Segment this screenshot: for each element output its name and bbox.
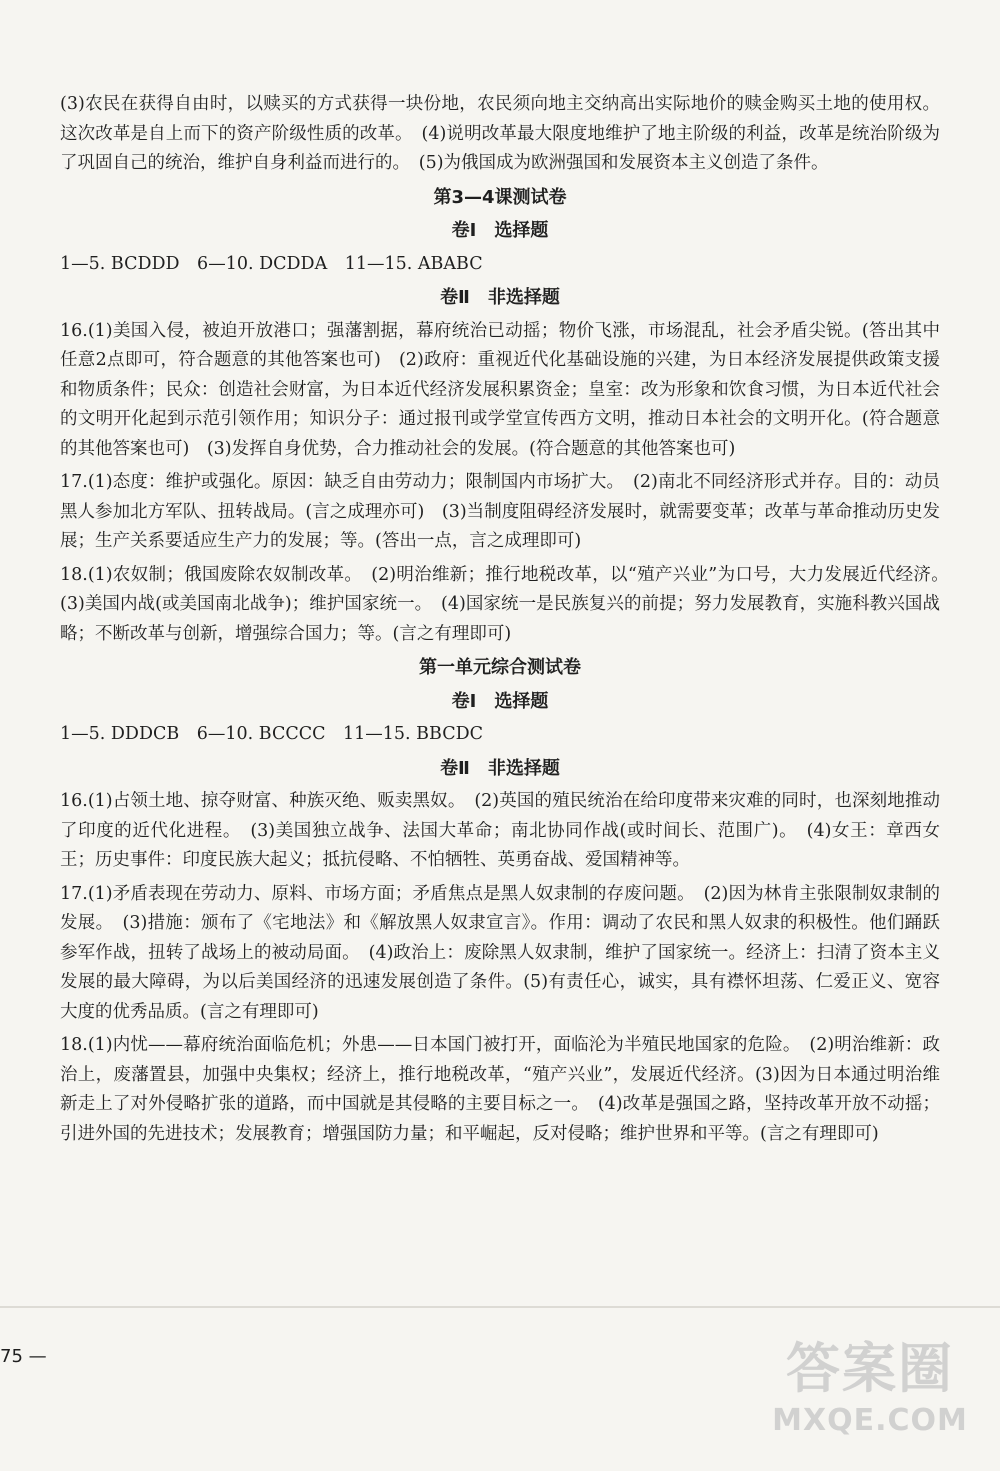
answer-paragraph: 16.(1)美国入侵，被迫开放港口；强藩割据，幕府统治已动摇；物价飞涨，市场混乱，社会矛盾尖锐。(答出其中任意2点即可，符合题意的其他答案也可) (2)政府：重视近代化基础设施的兴建，为日本经济发展提供政策支援和物质条件；民众：创造社会财富，为日本近代经济发展积累资金；皇室：改为形象和饮食习惯，为日本近代社会的文明开化起到示范引领作用；知识分子：通过报刊或学堂宣传西方文明，推动日本社会的文明开化。(符合题意的其他答案也可) (3)发挥自身优势，合力推动社会的发展。(符合题意的其他答案也可) <box>60 320 940 459</box>
answer-paragraph: 18.(1)农奴制；俄国废除农奴制改革。 (2)明治维新；推行地税改革，以“殖产兴业”为口号，大力发展近代经济。 (3)美国内战(或美国南北战争)；维护国家统一。 (4)国家统一是民族复兴的前提；努力发展教育，实施科教兴国战略；不断改革与创新，增强综合国力；等。(言之有理即可) <box>60 564 958 644</box>
watermark-logo-text: 答案圈 <box>786 1337 954 1400</box>
answer-paragraph: 17.(1)矛盾表现在劳动力、原料、市场方面；矛盾焦点是黑人奴隶制的存废问题。 (2)因为林肯主张限制奴隶制的发展。 (3)措施：颁布了《宅地法》和《解放黑人奴隶宣言》。作用：调动了农民和黑人奴隶的积极性。他们踊跃参军作战，扭转了战场上的被动局面。 (4)政治上：废除黑人奴隶制，维护了国家统一。经济上：扫清了资本主义发展的最大障碍，为以后美国经济的迅速发展创造了条件。(5)有责任心，诚实，具有襟怀坦荡、仁爱正义、宽容大度的优秀品质。(言之有理即可) <box>60 883 940 1022</box>
document-body <box>60 90 958 1153</box>
section-heading: 卷Ⅰ 选择题 <box>451 220 549 241</box>
watermark-url-text: MXQE.COM <box>772 1403 968 1438</box>
answer-paragraph: 16.(1)占领土地、掠夺财富、种族灭绝、贩卖黑奴。 (2)英国的殖民统治在给印度带来灾难的同时，也深刻地推动了印度的近代化进程。 (3)美国独立战争、法国大革命；南北协同作战(或时间长、范围广)。 (4)女王：章西女王；历史事件：印度民族大起义；抵抗侵略、不怕牺牲、英勇奋战、爱国精神等。 <box>60 791 940 870</box>
section-heading: 卷Ⅱ 非选择题 <box>440 757 560 779</box>
section-heading: 卷Ⅰ 选择题 <box>451 690 549 712</box>
page-number: 75 — <box>0 1346 47 1367</box>
answer-paragraph: 1—5. DDDCB 6—10. BCCCC 11—15. BBCDC <box>60 724 484 744</box>
watermark-logo <box>760 1337 980 1457</box>
section-heading: 第3—4课测试卷 <box>433 186 567 208</box>
answer-paragraph: 17.(1)态度：维护或强化。原因：缺乏自由劳动力；限制国内市场扩大。 (2)南北不同经济形式并存。目的：动员黑人参加北方军队、扭转战局。(言之成理亦可) (3)当制度阻碍经济发展时，就需要变革；改革与革命推动历史发展；生产关系要适应生产力的发展；等。(答出一点，言之成理即可) <box>60 472 940 551</box>
page-divider <box>0 1306 1000 1308</box>
section-heading: 第一单元综合测试卷 <box>419 657 581 678</box>
answer-paragraph: (3)农民在获得自由时，以赎买的方式获得一块份地，农民须向地主交纳高出实际地价的赎金购买土地的使用权。这次改革是自上而下的资产阶级性质的改革。 (4)说明改革最大限度地维护了地主阶级的利益，改革是统治阶级为了巩固自己的统治，维护自身利益而进行的。 (5)为俄国成为欧洲强国和发展资本主义创造了条件。 <box>60 94 940 173</box>
answer-paragraph: 1—5. BCDDD 6—10. DCDDA 11—15. ABABC <box>60 253 483 274</box>
section-heading: 卷Ⅱ 非选择题 <box>440 287 560 308</box>
answer-paragraph: 18.(1)内忧——幕府统治面临危机；外患——日本国门被打开，面临沦为半殖民地国家的危险。 (2)明治维新：政治上，废藩置县，加强中央集权；经济上，推行地税改革，“殖产兴业”，发展近代经济。(3)因为日本通过明治维新走上了对外侵略扩张的道路，而中国就是其侵略的主要目标之一。 (4)改革是强国之路，坚持改革开放不动摇；引进外国的先进技术；发展教育；增强国防力量；和平崛起，反对侵略；维护世界和平等。(言之有理即可) <box>60 1035 940 1144</box>
